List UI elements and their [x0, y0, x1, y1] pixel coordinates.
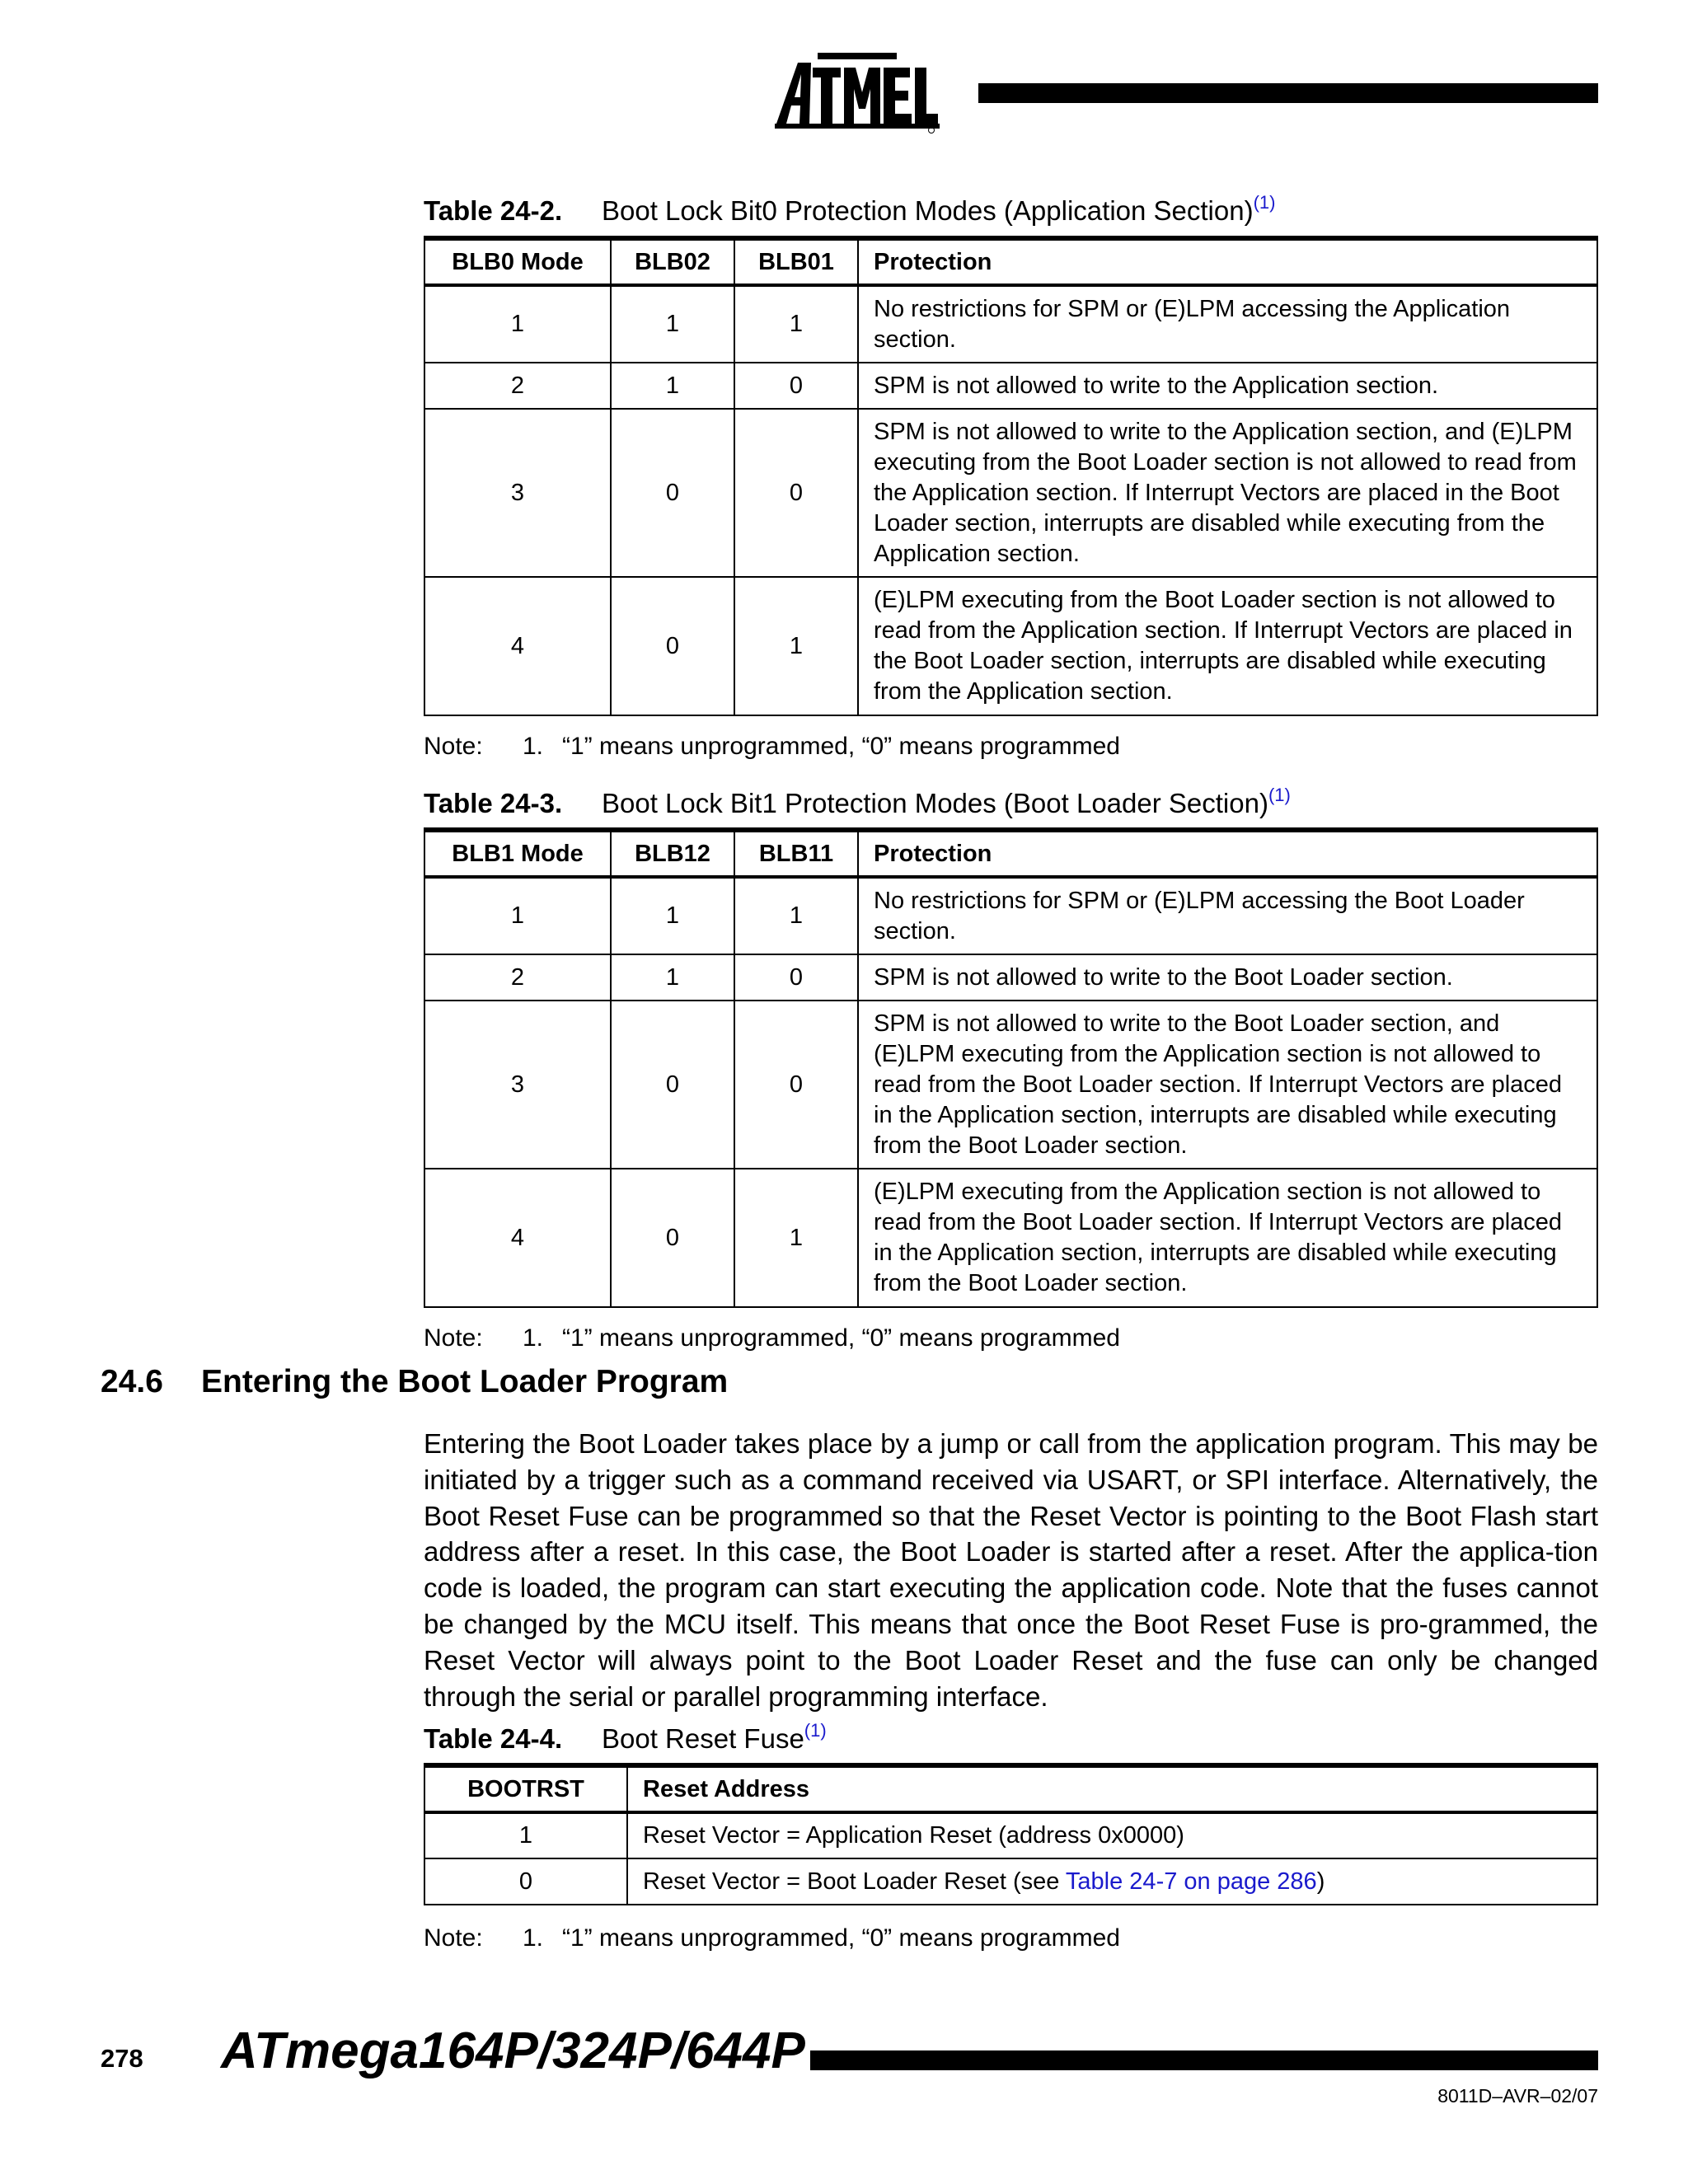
column-header: BLB12: [611, 830, 734, 877]
section-heading: [101, 1363, 728, 1401]
column-header: BLB01: [734, 238, 858, 285]
table-cell: 0: [734, 409, 858, 577]
section-number: 24.6: [101, 1364, 163, 1399]
table-cell: No restrictions for SPM or (E)LPM accessing the Boot Loader section.: [858, 877, 1597, 954]
table-cell: SPM is not allowed to write to the Application section, and (E)LPM executing from the Boot Loader section is not allowed to read from the Application section. If Interrupt Vectors are placed in the Boot Loader section, interrupts are disabled while executing from the Application section.: [858, 409, 1597, 577]
column-header: BOOTRST: [424, 1765, 627, 1812]
table-cell: 1: [734, 877, 858, 954]
table-cell: Reset Vector = Application Reset (address 0x0000): [627, 1812, 1597, 1858]
table-row: [424, 1001, 1597, 1169]
table-number: Table 24-3.: [424, 788, 563, 818]
table-cell: 0: [734, 363, 858, 409]
table-cell: SPM is not allowed to write to the Boot Loader section.: [858, 954, 1597, 1001]
table-cell: 0: [424, 1858, 627, 1905]
table-row: [424, 954, 1597, 1001]
table-caption: [424, 194, 1275, 227]
boot-lock-bit1-table: [424, 827, 1598, 1308]
table-cell: 4: [424, 1169, 611, 1307]
table-cell: (E)LPM executing from the Application section is not allowed to read from the Boot Loader section. If Interrupt Vectors are placed in the Application section, interrupts are disabled while executing from the Boot Loader section.: [858, 1169, 1597, 1307]
note-label: Note:: [424, 1924, 483, 1952]
table-cell: 1: [611, 285, 734, 363]
table-number: Table 24-2.: [424, 195, 563, 226]
table-cell: 2: [424, 954, 611, 1001]
table-cell: SPM is not allowed to write to the Application section.: [858, 363, 1597, 409]
footer-rule: [810, 2050, 1598, 2070]
note-number: 1.: [523, 733, 544, 760]
table-row: [424, 409, 1597, 577]
cell-text: Reset Vector = Boot Loader Reset (see: [643, 1868, 1066, 1895]
column-header: BLB1 Mode: [424, 830, 611, 877]
table-caption: [424, 787, 1291, 820]
table-cell: 0: [611, 1001, 734, 1169]
table-title: Boot Lock Bit1 Protection Modes (Boot Loader Section): [602, 788, 1268, 818]
footnote-ref-link[interactable]: (1): [1253, 192, 1276, 213]
table-cell: 2: [424, 363, 611, 409]
footnote-ref-link[interactable]: (1): [804, 1720, 827, 1741]
atmel-logo: [775, 51, 940, 134]
section-title: Entering the Boot Loader Program: [201, 1364, 729, 1399]
table-cell: 1: [424, 877, 611, 954]
table-note: [424, 1924, 1120, 1953]
column-header: Reset Address: [627, 1765, 1597, 1812]
table-note: [424, 732, 1120, 762]
table-cell: 3: [424, 1001, 611, 1169]
table-cell: 0: [611, 409, 734, 577]
table-cell: 4: [424, 577, 611, 715]
table-number: Table 24-4.: [424, 1723, 563, 1754]
note-number: 1.: [523, 1924, 544, 1952]
footnote-ref-link[interactable]: (1): [1268, 785, 1291, 805]
note-text: “1” means unprogrammed, “0” means programmed: [562, 1324, 1120, 1352]
table-cell: SPM is not allowed to write to the Boot Loader section, and (E)LPM executing from the Application section is not allowed to read from the Boot Loader section. If Interrupt Vectors are placed in the Application section, interrupts are disabled while executing from the Boot Loader section.: [858, 1001, 1597, 1169]
note-label: Note:: [424, 1324, 483, 1352]
table-cell: 0: [611, 577, 734, 715]
table-row: [424, 1169, 1597, 1307]
column-header: BLB0 Mode: [424, 238, 611, 285]
note-label: Note:: [424, 733, 483, 760]
note-text: “1” means unprogrammed, “0” means programmed: [562, 733, 1120, 760]
boot-reset-fuse-table: [424, 1763, 1598, 1905]
table-row: [424, 1858, 1597, 1905]
table-cell: 1: [424, 1812, 627, 1858]
table-24-7-link[interactable]: Table 24-7 on page 286: [1065, 1868, 1317, 1895]
table-row: [424, 1812, 1597, 1858]
table-cell: 1: [611, 363, 734, 409]
body-paragraph: Entering the Boot Loader takes place by a jump or call from the application program. This may be initiated by a trigger such as a command received via USART, or SPI interface. Alternatively, the Boot Reset Fuse can be programmed so that the Reset Vector is pointing to the Boot Flash start address after a reset. In this case, the Boot Loader is started after a reset. After the applica-tion code is loaded, the program can start executing the application code. Note that the fuses cannot be changed by the MCU itself. This means that once the Boot Reset Fuse is pro-grammed, the Reset Vector will always point to the Boot Loader Reset and the fuse can only be changed through the serial or parallel programming interface.: [424, 1428, 1598, 1712]
table-cell: 1: [611, 877, 734, 954]
boot-lock-bit0-table: [424, 236, 1598, 716]
table-cell: 1: [734, 577, 858, 715]
document-code: 8011D–AVR–02/07: [1437, 2085, 1598, 2107]
column-header: Protection: [858, 830, 1597, 877]
table-note: [424, 1324, 1120, 1353]
note-number: 1.: [523, 1324, 544, 1352]
table-row: [424, 577, 1597, 715]
table-title: Boot Lock Bit0 Protection Modes (Application Section): [602, 195, 1254, 226]
table-cell: 0: [734, 954, 858, 1001]
table-cell: 1: [424, 285, 611, 363]
table-cell: 1: [611, 954, 734, 1001]
table-cell: 0: [611, 1169, 734, 1307]
table-row: [424, 877, 1597, 954]
note-text: “1” means unprogrammed, “0” means programmed: [562, 1924, 1120, 1952]
table-row: [424, 363, 1597, 409]
table-cell: No restrictions for SPM or (E)LPM accessing the Application section.: [858, 285, 1597, 363]
table-title: Boot Reset Fuse: [602, 1723, 804, 1754]
page-number: 278: [101, 2044, 143, 2073]
column-header: BLB02: [611, 238, 734, 285]
table-cell: [627, 1858, 1597, 1905]
table-caption: [424, 1722, 827, 1755]
table-cell: 3: [424, 409, 611, 577]
table-row: [424, 285, 1597, 363]
table-cell: 1: [734, 285, 858, 363]
table-cell: 0: [734, 1001, 858, 1169]
table-cell: 1: [734, 1169, 858, 1307]
column-header: Protection: [858, 238, 1597, 285]
table-cell: (E)LPM executing from the Boot Loader section is not allowed to read from the Application section. If Interrupt Vectors are placed in the Boot Loader section, interrupts are disabled while executing from the Application section.: [858, 577, 1597, 715]
column-header: BLB11: [734, 830, 858, 877]
document-title: ATmega164P/324P/644P: [221, 2022, 805, 2079]
header-rule: [978, 83, 1598, 103]
cell-text: ): [1316, 1868, 1325, 1895]
